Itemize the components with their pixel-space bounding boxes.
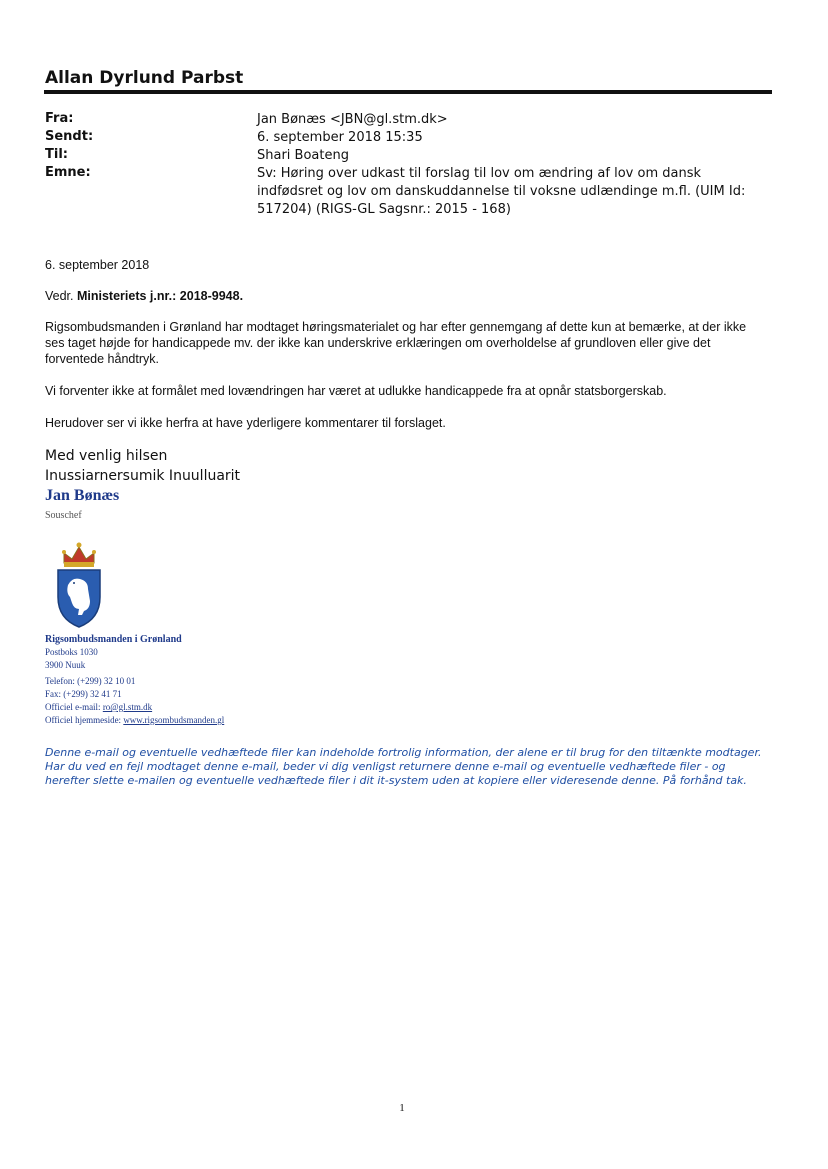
- from-value: Jan Bønæs <JBN@gl.stm.dk>: [257, 112, 448, 127]
- phone-number: Telefon: (+299) 32 10 01: [45, 676, 136, 686]
- organization-name: Rigsombudsmanden i Grønland: [45, 634, 182, 645]
- body-paragraph-2: Vi forventer ikke at formålet med lovændringen har været at udlukke handicappede fra at opnår statsborgerskab.: [45, 384, 667, 398]
- sent-value: 6. september 2018 15:35: [257, 130, 423, 145]
- reference-line: [45, 288, 765, 304]
- official-email-link[interactable]: ro@gl.stm.dk: [102, 702, 153, 712]
- signature-title: Souschef: [45, 510, 82, 521]
- address-line-2: 3900 Nuuk: [45, 660, 86, 670]
- header-rule: [44, 90, 772, 94]
- confidentiality-disclaimer: Denne e-mail og eventuelle vedhæftede filer kan indeholde fortrolig information, der alene er til brug for den tiltænkte modtager. Har du ved en fejl modtaget denne e-mail, beder vi dig venligst returnere denne e-mail og eventuelle vedhæftede filer - og herefter slette e-mailen og eventuelle vedhæftede filer i dit it-system uden at kopiere eller videresende denne. På forhånd tak.: [45, 746, 762, 787]
- to-label: Til:: [45, 147, 68, 162]
- official-email-line: [45, 702, 152, 713]
- official-website-label: Officiel hjemmeside:: [45, 715, 124, 725]
- greeting-greenlandic: Inussiarnersumik Inuulluarit: [45, 468, 241, 484]
- fax-number: Fax: (+299) 32 41 71: [45, 689, 122, 699]
- greeting-danish: Med venlig hilsen: [45, 448, 168, 464]
- subject-label: Emne:: [45, 165, 91, 180]
- document-owner-name: Allan Dyrlund Parbst: [45, 68, 244, 88]
- official-email-label: Officiel e-mail:: [45, 702, 103, 712]
- body-paragraph-1: Rigsombudsmanden i Grønland har modtaget høringsmaterialet og har efter gennemgang af dette kun at bemærke, at der ikke ses taget højde for handicappede mv. der ikke kan underskrive erklæringen om overholdelse af grundloven eller give det forventede håndtryk.: [45, 320, 747, 366]
- official-website-line: [45, 715, 224, 726]
- subject-value: Sv: Høring over udkast til forslag til lov om ændring af lov om dansk indfødsret og lov om danskuddannelse til voksne udlændinge m.fl. (UIM Id: 517204) (RIGS-GL Sagsnr.: 2015 - 168): [257, 166, 746, 217]
- letter-date: 6. september 2018: [45, 258, 150, 272]
- reference-prefix: Vedr.: [45, 289, 74, 303]
- signature-name: Jan Bønæs: [45, 487, 120, 504]
- page-number: 1: [399, 1102, 405, 1114]
- reference-number: Ministeriets j.nr.: 2018-9948.: [76, 289, 244, 303]
- address-line-1: Postboks 1030: [45, 647, 98, 657]
- from-label: Fra:: [45, 111, 74, 126]
- official-website-link[interactable]: www.rigsombudsmanden.gl: [123, 715, 225, 725]
- to-value: Shari Boateng: [257, 148, 349, 163]
- greenland-coat-of-arms-icon: [52, 535, 107, 630]
- body-paragraph-3: Herudover ser vi ikke herfra at have yderligere kommentarer til forslaget.: [45, 416, 446, 430]
- sent-label: Sendt:: [45, 129, 94, 144]
